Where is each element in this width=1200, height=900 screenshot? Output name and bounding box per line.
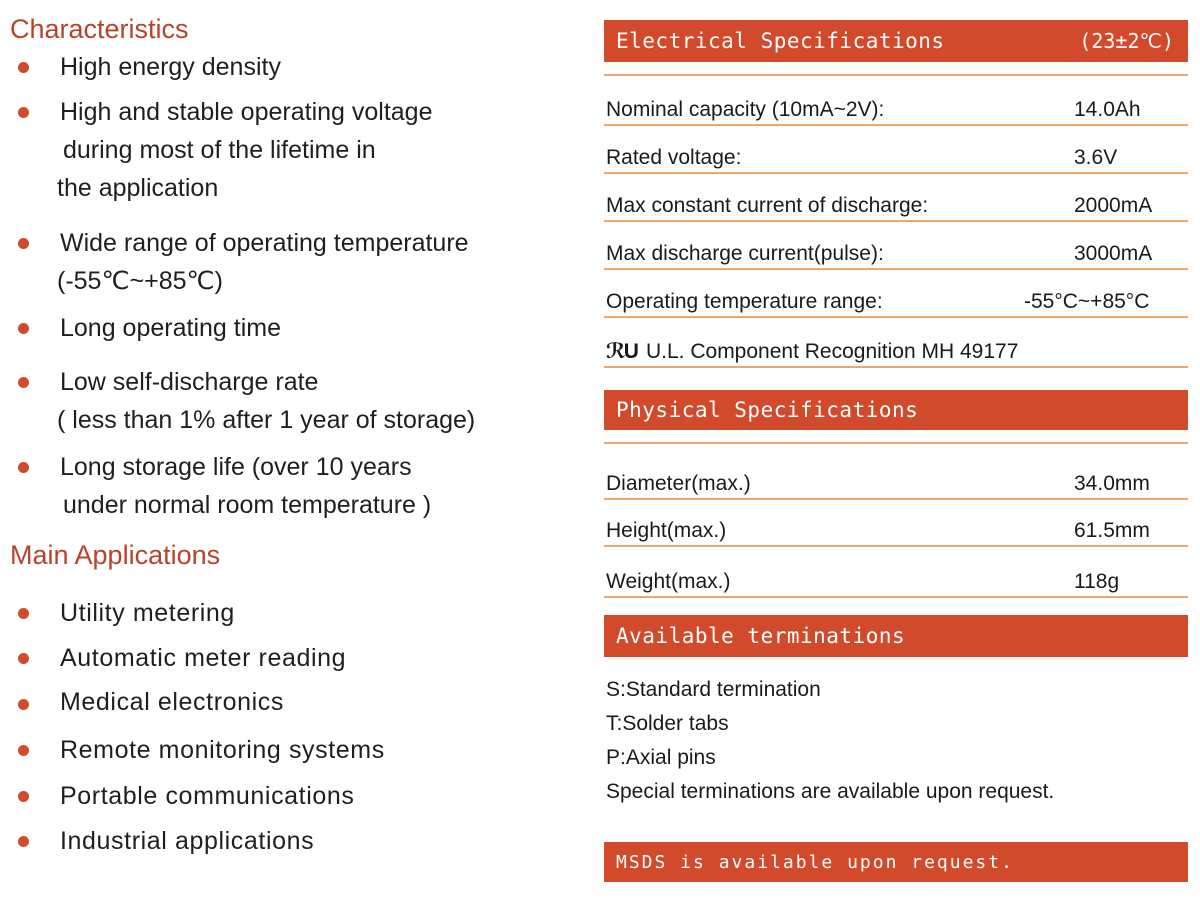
spec-label: Max discharge current(pulse): [606,242,884,265]
bullet-dot [18,791,29,802]
terminations-list [606,673,1054,809]
spec-row [604,466,1188,500]
list-item: T:Solder tabs [606,712,729,735]
list-item-text: Utility metering [60,599,235,627]
msds-banner [604,842,1188,882]
electrical-specs-title: Electrical Specifications [616,29,945,53]
physical-specs-header [604,390,1188,430]
section-divider [604,74,1188,76]
spec-value: 34.0mm [1074,472,1150,495]
bullet-dot [18,107,29,118]
bullet-dot [18,699,29,710]
section-divider [604,442,1188,444]
list-item-text: Portable communications [60,782,355,810]
list-item: P:Axial pins [606,746,716,769]
electrical-specs-condition: (23±2℃) [1079,29,1174,53]
list-item-text: Automatic meter reading [60,644,347,672]
bullet-dot [18,377,29,388]
applications-heading: Main Applications [10,540,221,570]
spec-row [604,188,1188,222]
bullet-dot [18,836,29,847]
spec-label: Diameter(max.) [606,472,751,495]
ul-recognition-row [604,334,1188,368]
spec-label: Weight(max.) [606,570,731,593]
list-item-text: during most of the lifetime in [63,136,376,164]
spec-value: 3.6V [1074,146,1118,169]
bullet-dot [18,745,29,756]
list-item-text: Wide range of operating temperature [60,229,469,257]
list-item-text: High energy density [60,53,281,81]
list-item-text: under normal room temperature ) [63,491,432,519]
spec-label: Rated voltage: [606,146,742,169]
bullet-dot [18,608,29,619]
spec-row [604,140,1188,174]
list-item-text: High and stable operating voltage [60,98,433,126]
bullet-dot [18,323,29,334]
msds-text: MSDS is available upon request. [616,851,1014,873]
list-item-text: Medical electronics [60,688,284,716]
list-item: S:Standard termination [606,678,821,701]
terminations-header [604,615,1188,657]
spec-value: 14.0Ah [1074,98,1141,121]
list-item-text: Long storage life (over 10 years [60,453,412,481]
spec-label: Height(max.) [606,519,727,542]
spec-row [604,236,1188,270]
spec-value: 2000mA [1074,194,1153,217]
list-item: Special terminations are available upon request. [606,780,1055,803]
bullet-dot [18,462,29,473]
list-item-text: (-55℃~+85℃) [57,267,223,295]
characteristics-heading: Characteristics [10,14,189,44]
spec-value: 3000mA [1074,242,1153,265]
bullet-dot [18,62,29,73]
list-item-text: Remote monitoring systems [60,736,385,764]
spec-row [604,513,1188,547]
spec-row [604,284,1188,318]
list-item-text: Long operating time [60,314,281,342]
spec-row [604,564,1188,598]
list-item-text: the application [57,174,219,202]
ul-recognition-text: U.L. Component Recognition MH 49177 [646,340,1019,363]
spec-value: -55°C~+85°C [1024,290,1150,313]
list-item-text: ( less than 1% after 1 year of storage) [57,406,476,434]
spec-value: 61.5mm [1074,519,1150,542]
left-column [0,0,590,900]
spec-label: Max constant current of discharge: [606,194,929,217]
spec-label: Operating temperature range: [606,290,883,313]
bullet-dot [18,238,29,249]
list-item-text: Industrial applications [60,827,315,855]
right-column [604,0,1188,900]
physical-specs-title: Physical Specifications [616,398,919,422]
spec-label: Nominal capacity (10mA~2V): [606,98,885,121]
spec-value: 118g [1074,570,1120,593]
ul-logo-icon: ℛU [606,340,637,363]
terminations-title: Available terminations [616,624,906,648]
bullet-dot [18,653,29,664]
spec-row [604,92,1188,126]
electrical-specs-header [604,20,1188,62]
list-item-text: Low self-discharge rate [60,368,319,396]
